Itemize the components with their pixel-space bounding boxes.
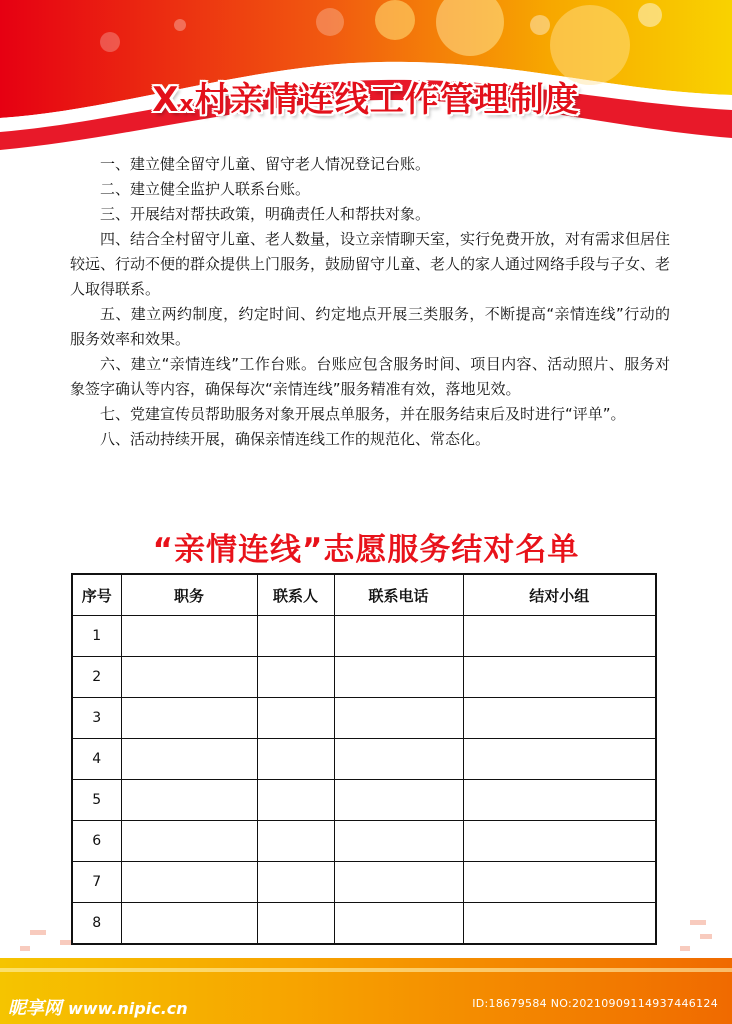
cell-contact	[257, 739, 334, 780]
cell-group	[463, 739, 656, 780]
cell-contact	[257, 821, 334, 862]
cell-contact	[257, 698, 334, 739]
column-header: 结对小组	[463, 574, 656, 616]
rule-item: 七、党建宣传员帮助服务对象开展点单服务，并在服务结束后及时进行“评单”。	[100, 405, 626, 423]
column-header: 职务	[121, 574, 257, 616]
rule-item: 六、建立“亲情连线”工作台账。台账应包含服务时间、项目内容、活动照片、服务对象签字确认等内容，确保每次“亲情连线”服务精准有效，落地见效。	[70, 355, 670, 398]
cell-position	[121, 821, 257, 862]
table-row	[72, 821, 656, 862]
roster-table	[71, 573, 657, 945]
table-row	[72, 616, 656, 657]
site-name: 昵享网	[8, 998, 62, 1019]
row-number: 2	[72, 657, 121, 698]
roster-title: “亲情连线”志愿服务结对名单	[152, 532, 580, 568]
page-title	[0, 72, 732, 121]
cell-position	[121, 862, 257, 903]
row-number: 1	[72, 616, 121, 657]
rules-list	[70, 152, 670, 452]
cell-group	[463, 862, 656, 903]
column-header: 序号	[72, 574, 121, 616]
column-header: 联系人	[257, 574, 334, 616]
cell-position	[121, 616, 257, 657]
table-row	[72, 862, 656, 903]
cell-phone	[334, 821, 463, 862]
cell-position	[121, 780, 257, 821]
cell-contact	[257, 903, 334, 945]
cell-phone	[334, 698, 463, 739]
table-row	[72, 657, 656, 698]
row-number: 5	[72, 780, 121, 821]
cell-phone	[334, 616, 463, 657]
site-watermark	[8, 994, 188, 1020]
rule-item: 三、开展结对帮扶政策，明确责任人和帮扶对象。	[100, 205, 431, 223]
cell-phone	[334, 739, 463, 780]
cell-phone	[334, 862, 463, 903]
cell-group	[463, 698, 656, 739]
rule-item: 五、建立两约制度，约定时间、约定地点开展三类服务，不断提高“亲情连线”行动的服务效率和效果。	[70, 305, 670, 348]
rule-item: 一、建立健全留守儿童、留守老人情况登记台账。	[100, 155, 431, 173]
cell-contact	[257, 657, 334, 698]
row-number: 8	[72, 903, 121, 945]
row-number: 7	[72, 862, 121, 903]
title-prefix: X	[152, 80, 180, 120]
table-row	[72, 903, 656, 945]
cell-phone	[334, 657, 463, 698]
cell-group	[463, 780, 656, 821]
cell-group	[463, 821, 656, 862]
cell-phone	[334, 780, 463, 821]
title-prefix-small: x	[179, 92, 195, 117]
cell-position	[121, 739, 257, 780]
row-number: 3	[72, 698, 121, 739]
row-number: 6	[72, 821, 121, 862]
rule-item: 四、结合全村留守儿童、老人数量，设立亲情聊天室，实行免费开放，对有需求但居住较远、行动不便的群众提供上门服务，鼓励留守儿童、老人的家人通过网络手段与子女、老人取得联系。	[70, 230, 671, 298]
footer-stripe	[0, 968, 732, 972]
cell-position	[121, 903, 257, 945]
cell-group	[463, 903, 656, 945]
row-number: 4	[72, 739, 121, 780]
image-id-label: ID:18679584 NO:20210909114937446124	[472, 997, 718, 1010]
cell-group	[463, 616, 656, 657]
table-row	[72, 739, 656, 780]
cell-contact	[257, 862, 334, 903]
site-url: www.nipic.cn	[68, 999, 188, 1018]
cell-group	[463, 657, 656, 698]
cell-contact	[257, 616, 334, 657]
cell-phone	[334, 903, 463, 945]
table-row	[72, 698, 656, 739]
cell-position	[121, 657, 257, 698]
rule-item: 八、活动持续开展，确保亲情连线工作的规范化、常态化。	[100, 430, 491, 448]
title-text: 村亲情连线工作管理制度	[194, 80, 580, 120]
cell-position	[121, 698, 257, 739]
rule-item: 二、建立健全监护人联系台账。	[100, 180, 311, 198]
table-header-row	[72, 574, 656, 616]
table-row	[72, 780, 656, 821]
column-header: 联系电话	[334, 574, 463, 616]
cell-contact	[257, 780, 334, 821]
